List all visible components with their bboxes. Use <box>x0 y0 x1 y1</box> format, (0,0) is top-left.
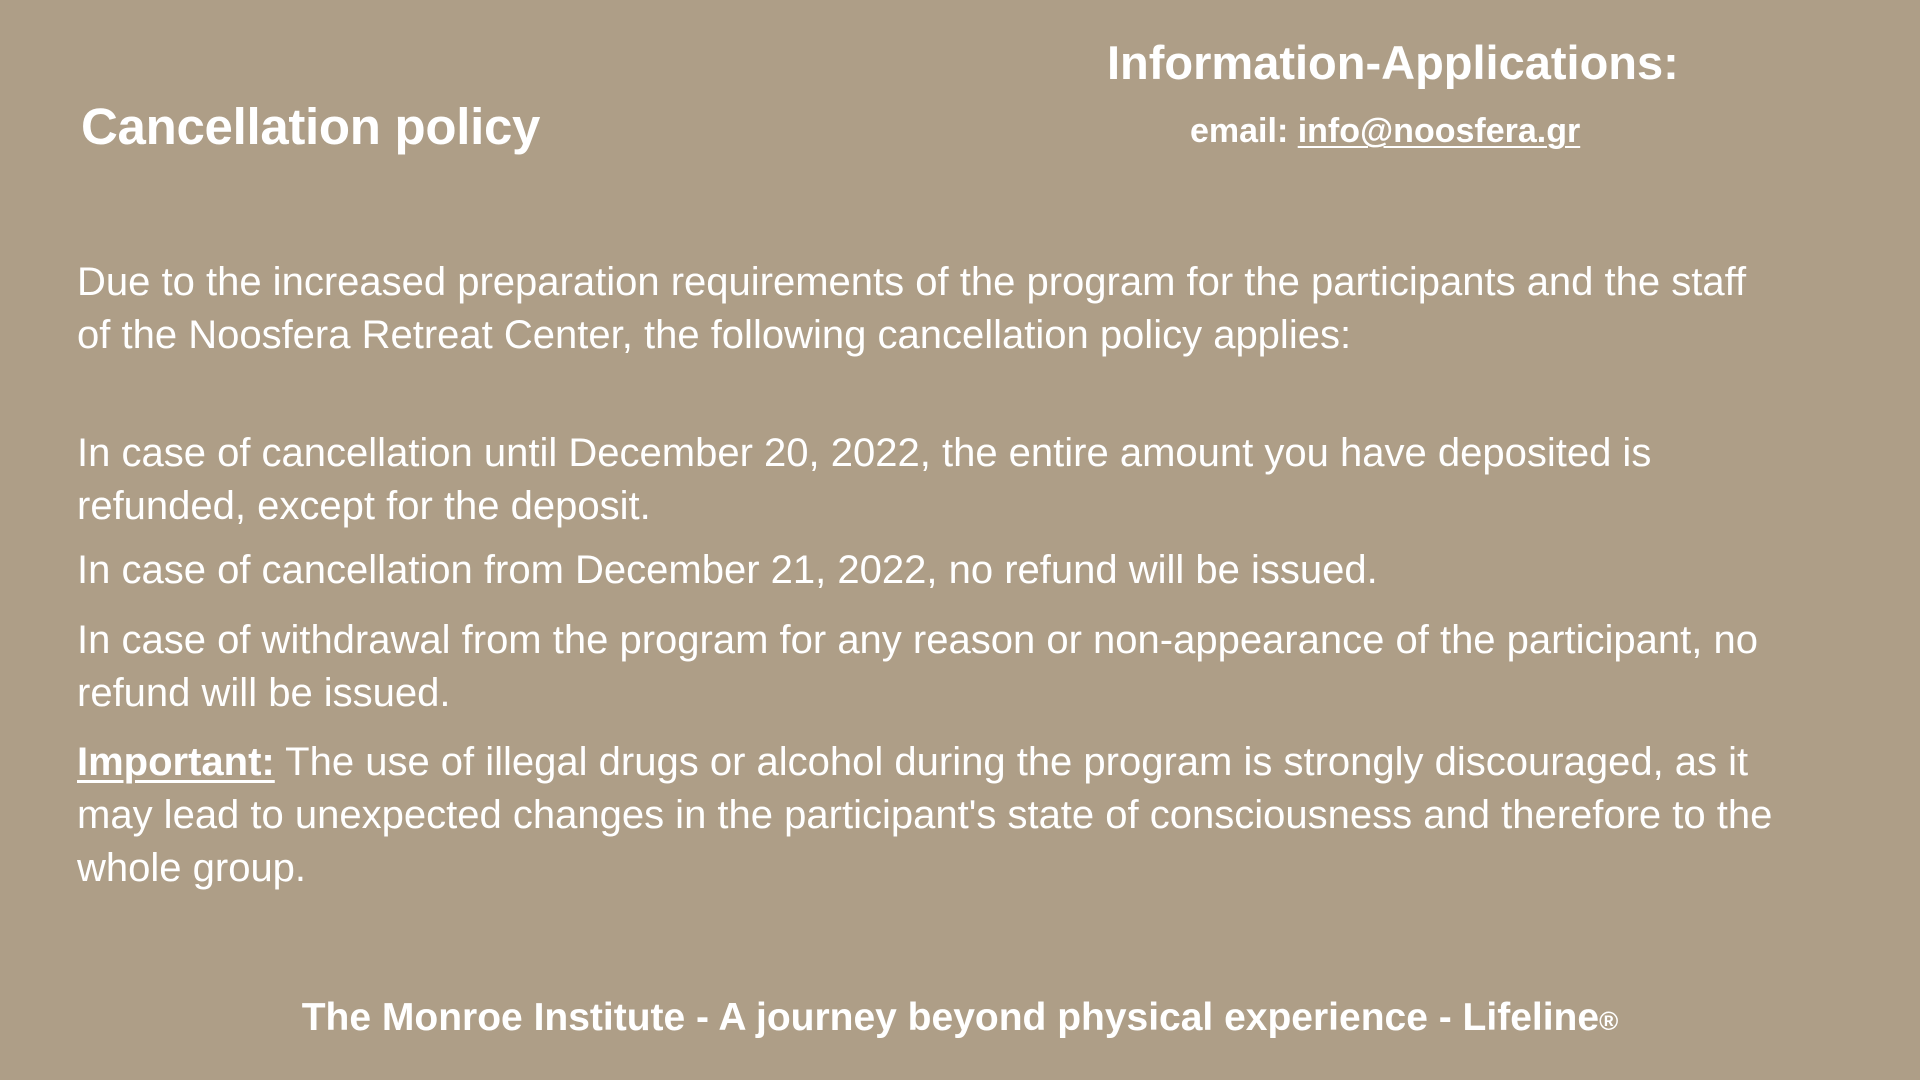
info-applications-heading: Information-Applications: <box>1107 36 1679 89</box>
policy-item-withdrawal: In case of withdrawal from the program for any reason or non-appearance of the participant, no refund will be issued. <box>77 618 1758 715</box>
registered-mark: ® <box>1599 1006 1619 1036</box>
intro-paragraph: Due to the increased preparation requirements of the program for the participants and the staff of the Noosfera Retreat Center, the following cancellation policy applies: <box>77 260 1747 357</box>
page-title: Cancellation policy <box>81 98 541 155</box>
email-label: email: <box>1190 112 1289 150</box>
policy-item-no-refund-from: In case of cancellation from December 21, 2022, no refund will be issued. <box>77 548 1378 592</box>
important-text: The use of illegal drugs or alcohol during the program is strongly discouraged, as it may lead to unexpected changes in the participant's state of consciousness and therefore to the whole group. <box>77 740 1773 890</box>
policy-item-refund-until: In case of cancellation until December 20, 2022, the entire amount you have deposited is refunded, except for the deposit. <box>77 431 1652 528</box>
email-link[interactable]: info@noosfera.gr <box>1297 112 1581 150</box>
important-notice <box>77 736 1777 895</box>
footer-tagline <box>0 996 1920 1041</box>
important-label: Important: <box>77 740 275 784</box>
footer-text: The Monroe Institute - A journey beyond physical experience - Lifeline <box>301 996 1600 1039</box>
email-line <box>1190 112 1580 151</box>
